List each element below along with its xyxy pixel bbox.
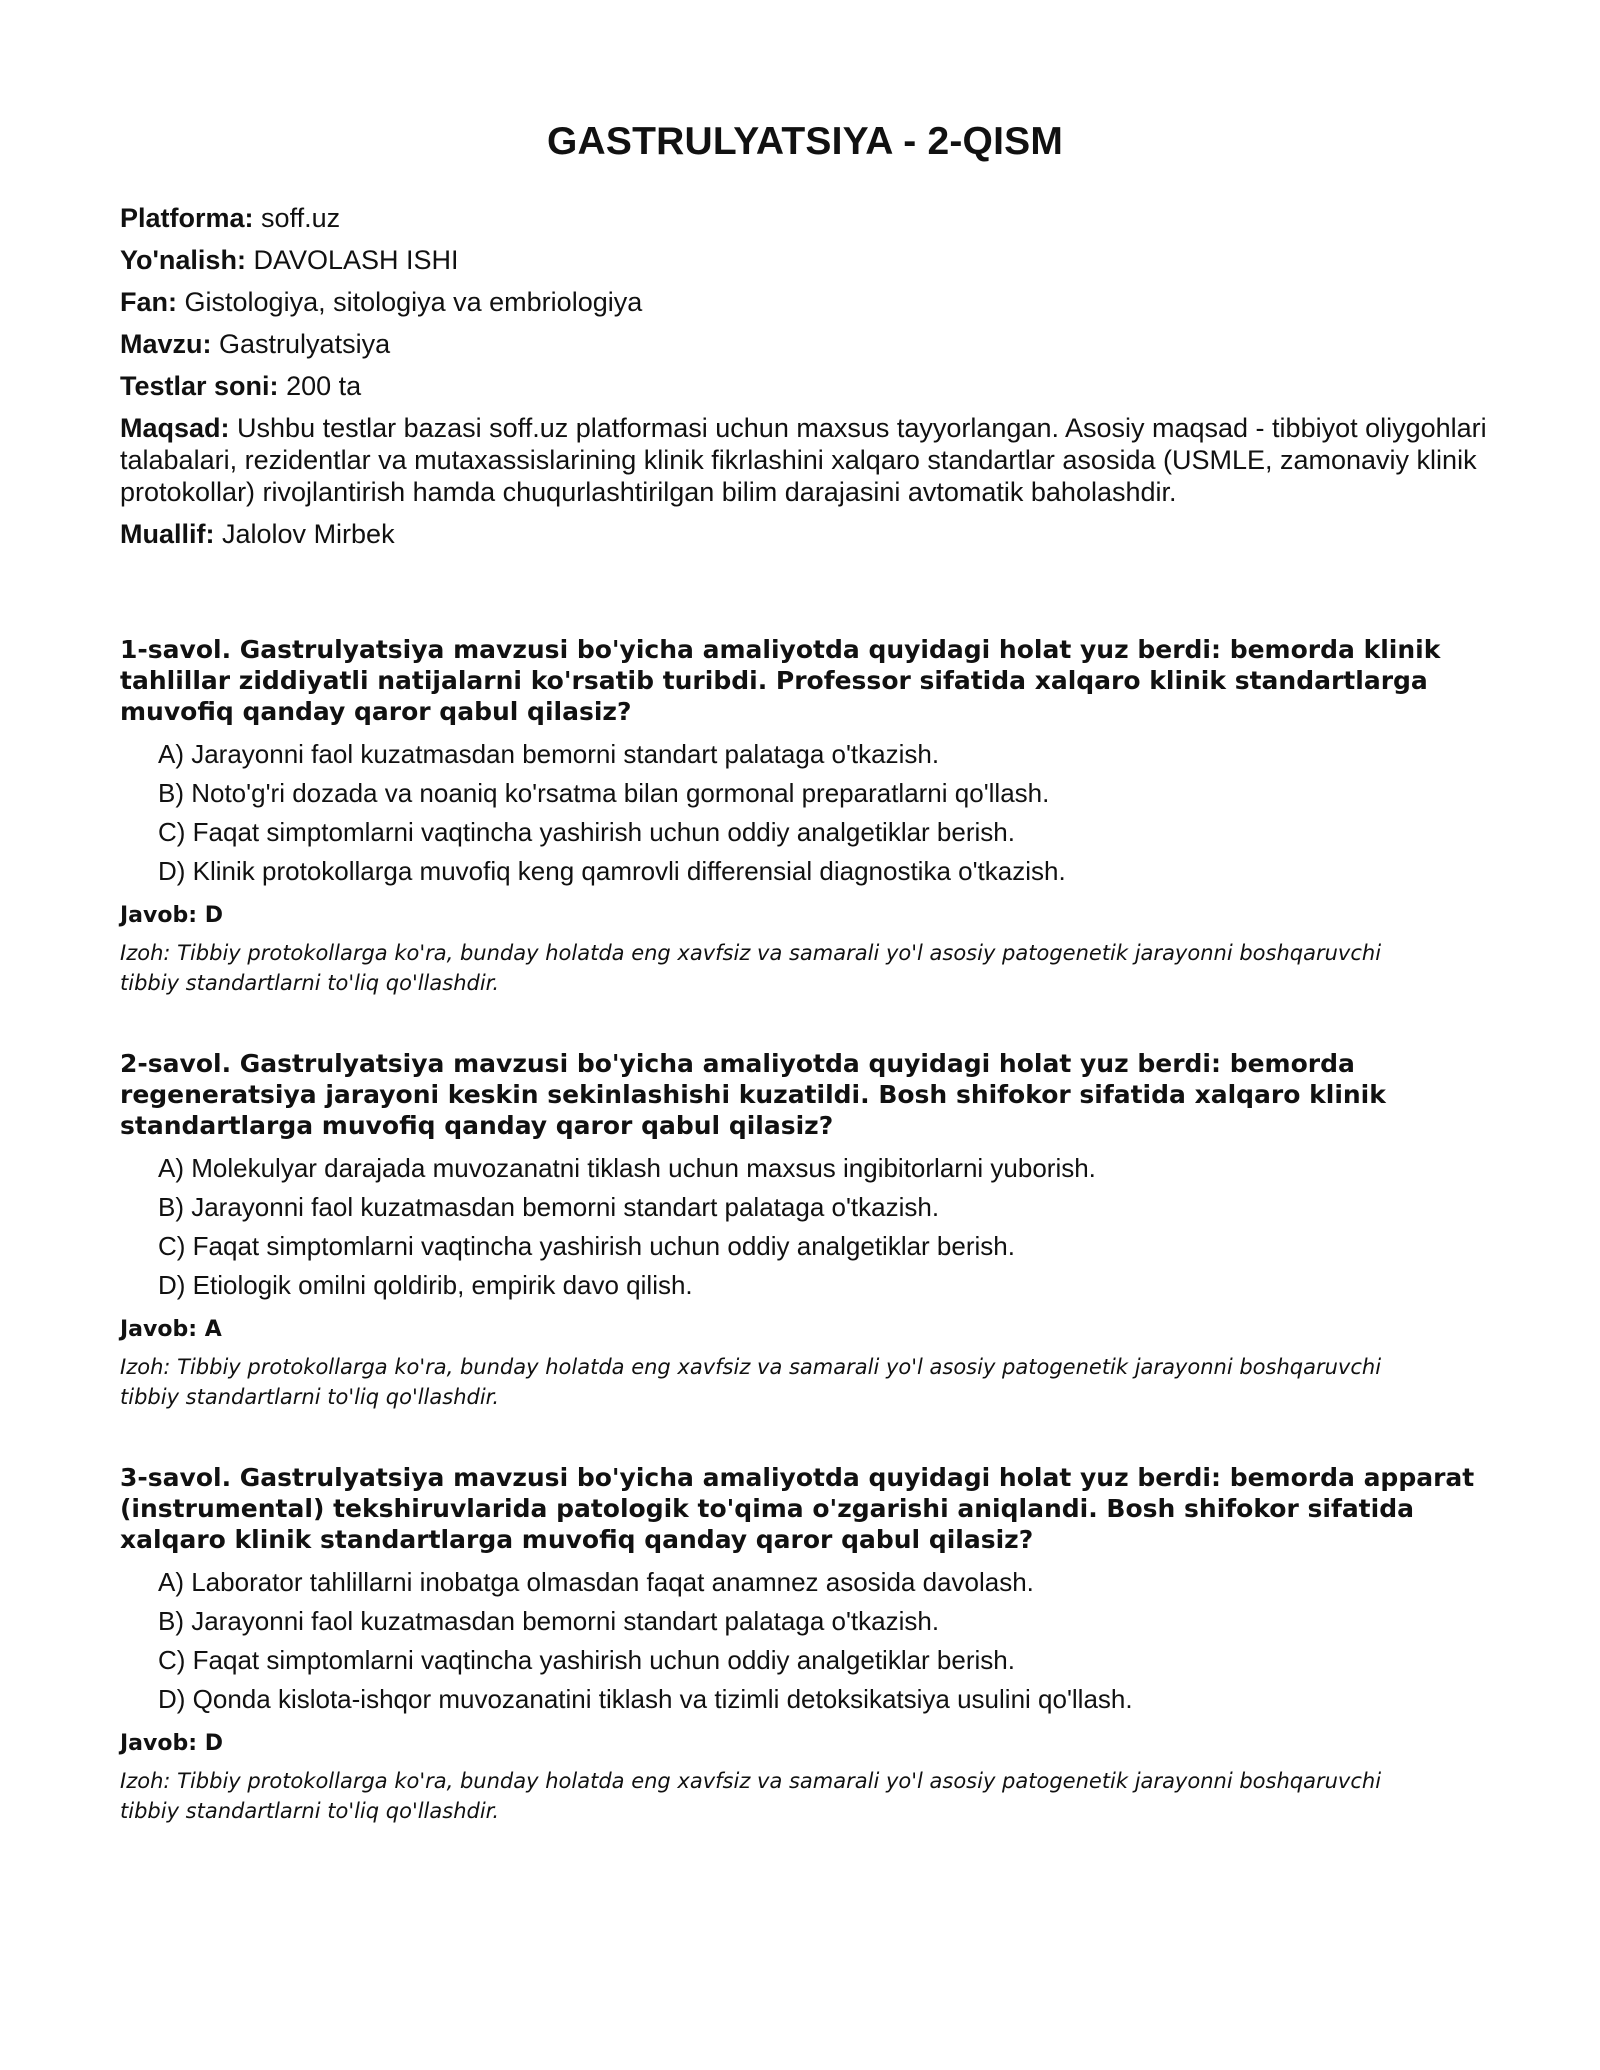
- meta-platform: [120, 202, 1490, 234]
- answer-option: A) Laborator tahlillarni inobatga olmasdan faqat anamnez asosida davolash.: [158, 1567, 1034, 1597]
- correct-answer: Javob: D: [120, 1731, 223, 1756]
- meta-direction: [120, 244, 1490, 276]
- answer-options: [158, 739, 1490, 886]
- meta-value: DAVOLASH ISHI: [253, 245, 459, 275]
- document-meta: [120, 202, 1490, 550]
- answer-option: C) Faqat simptomlarni vaqtincha yashirish uchun oddiy analgetiklar berish.: [158, 1645, 1015, 1675]
- answer-option: B) Jarayonni faol kuzatmasdan bemorni standart palataga o'tkazish.: [158, 1606, 940, 1636]
- answer-option: D) Klinik protokollarga muvofiq keng qamrovli differensial diagnostika o'tkazish.: [158, 856, 1066, 886]
- answer-option: B) Noto'g'ri dozada va noaniq ko'rsatma bilan gormonal preparatlarni qo'llash.: [158, 778, 1050, 808]
- meta-label: Mavzu:: [120, 329, 212, 359]
- meta-value: Ushbu testlar bazasi soff.uz platformasi uchun maxsus tayyorlangan. Asosiy maqsad - tibbiyot oliygohlari talabalari, rezidentlar va mutaxassislarining klinik fikrlashini xalqaro standartlar asosida (USMLE, zamonaviy klinik protokollar) rivojlantirish hamda chuqurlashtirilgan bilim darajasini avtomatik baholashdir.: [120, 413, 1487, 507]
- meta-value: Jalolov Mirbek: [222, 519, 395, 549]
- meta-value: Gistologiya, sitologiya va embriologiya: [184, 287, 643, 317]
- meta-value: soff.uz: [261, 203, 341, 233]
- meta-value: 200 ta: [286, 371, 362, 401]
- correct-answer: Javob: D: [120, 903, 223, 928]
- answer-option: A) Molekulyar darajada muvozanatni tiklash uchun maxsus ingibitorlarni yuborish.: [158, 1153, 1096, 1183]
- meta-value: Gastrulyatsiya: [219, 329, 391, 359]
- meta-label: Fan:: [120, 287, 177, 317]
- answer-explanation: Izoh: Tibbiy protokollarga ko'ra, bunday holatda eng xavfsiz va samarali yo'l asosiy patogenetik jarayonni boshqaruvchi tibbiy standartlarni to'liq qo'llashdir.: [120, 1769, 1382, 1823]
- document-title: GASTRULYATSIYA - 2-QISM: [546, 120, 1064, 163]
- meta-label: Testlar soni:: [120, 371, 279, 401]
- question-text: 2-savol. Gastrulyatsiya mavzusi bo'yicha amaliyotda quyidagi holat yuz berdi: bemorda regeneratsiya jarayoni keskin sekinlashishi kuzatildi. Bosh shifokor sifatida xalqaro klinik standartlarga muvofiq qanday qaror qabul qilasiz?: [120, 1049, 1386, 1140]
- answer-option: C) Faqat simptomlarni vaqtincha yashirish uchun oddiy analgetiklar berish.: [158, 1231, 1015, 1261]
- question-block: [120, 634, 1490, 998]
- meta-label: Maqsad:: [120, 413, 230, 443]
- answer-option: A) Jarayonni faol kuzatmasdan bemorni standart palataga o'tkazish.: [158, 739, 940, 769]
- meta-label: Muallif:: [120, 519, 215, 549]
- meta-topic: [120, 328, 1490, 360]
- meta-subject: [120, 286, 1490, 318]
- answer-options: [158, 1567, 1490, 1714]
- answer-option: C) Faqat simptomlarni vaqtincha yashirish uchun oddiy analgetiklar berish.: [158, 817, 1015, 847]
- question-block: [120, 1048, 1490, 1412]
- correct-answer: Javob: A: [120, 1317, 222, 1342]
- document-page: [120, 120, 1490, 1876]
- meta-label: Yo'nalish:: [120, 245, 246, 275]
- answer-options: [158, 1153, 1490, 1300]
- question-text: 1-savol. Gastrulyatsiya mavzusi bo'yicha amaliyotda quyidagi holat yuz berdi: bemorda klinik tahlillar ziddiyatli natijalarni ko'rsatib turibdi. Professor sifatida xalqaro klinik standartlarga muvofiq qanday qaror qabul qilasiz?: [120, 635, 1441, 726]
- meta-purpose: [120, 412, 1490, 508]
- answer-option: D) Qonda kislota-ishqor muvozanatini tiklash va tizimli detoksikatsiya usulini qo'llash.: [158, 1684, 1133, 1714]
- answer-explanation: Izoh: Tibbiy protokollarga ko'ra, bunday holatda eng xavfsiz va samarali yo'l asosiy patogenetik jarayonni boshqaruvchi tibbiy standartlarni to'liq qo'llashdir.: [120, 1355, 1382, 1409]
- question-text: 3-savol. Gastrulyatsiya mavzusi bo'yicha amaliyotda quyidagi holat yuz berdi: bemorda apparat (instrumental) tekshiruvlarida patologik to'qima o'zgarishi aniqlandi. Bosh shifokor sifatida xalqaro klinik standartlarga muvofiq qanday qaror qabul qilasiz?: [120, 1463, 1475, 1554]
- answer-option: D) Etiologik omilni qoldirib, empirik davo qilish.: [158, 1270, 693, 1300]
- meta-label: Platforma:: [120, 203, 254, 233]
- question-block: [120, 1462, 1490, 1826]
- answer-explanation: Izoh: Tibbiy protokollarga ko'ra, bunday holatda eng xavfsiz va samarali yo'l asosiy patogenetik jarayonni boshqaruvchi tibbiy standartlarni to'liq qo'llashdir.: [120, 941, 1382, 995]
- meta-author: [120, 518, 1490, 550]
- answer-option: B) Jarayonni faol kuzatmasdan bemorni standart palataga o'tkazish.: [158, 1192, 940, 1222]
- meta-test-count: [120, 370, 1490, 402]
